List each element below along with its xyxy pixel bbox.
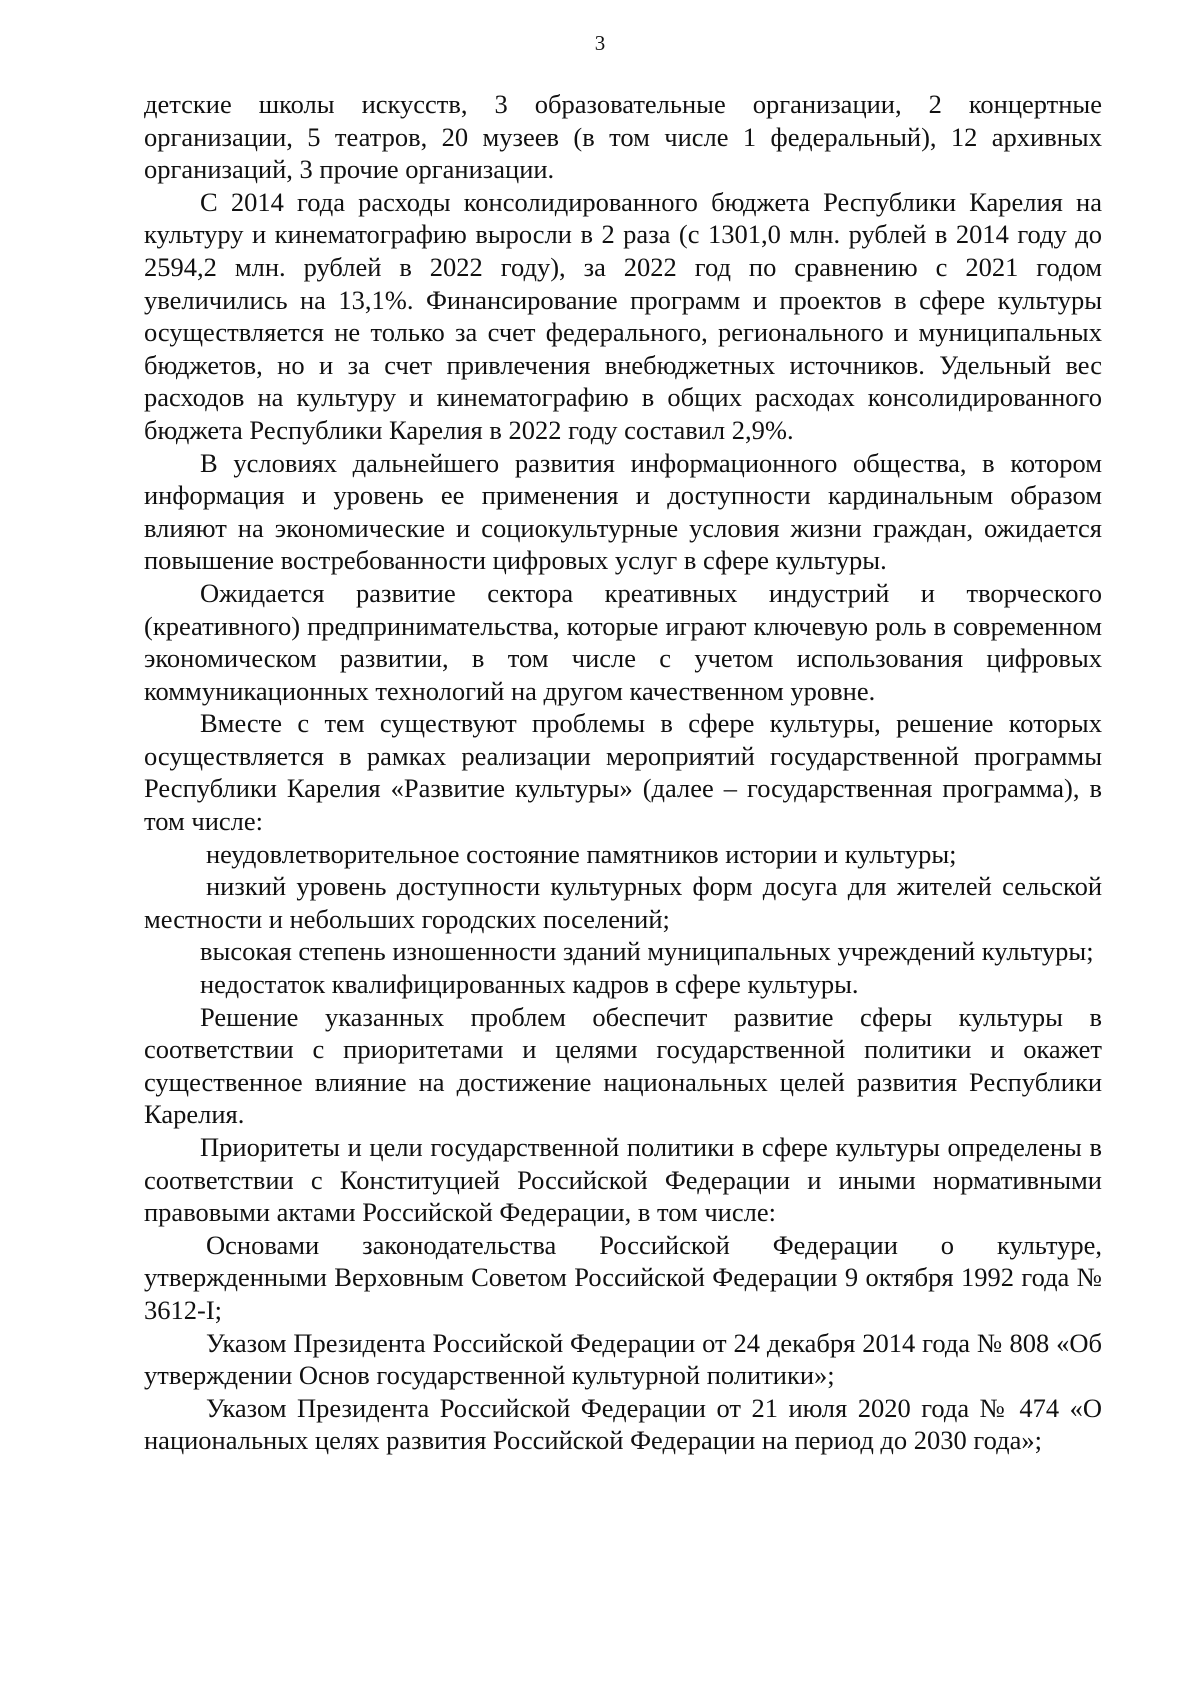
paragraph-problems-intro: Вместе с тем существуют проблемы в сфере культуры, решение которых осуществляется в рамках реализации мероприятий государственной программы Республики Карелия «Развитие культуры» (далее – государственная программа), в том числе: — [144, 708, 1102, 837]
list-item-accessibility: низкий уровень доступности культурных форм досуга для жителей сельской местности и небольших городских поселений; — [144, 871, 1102, 934]
list-item-staff: недостаток квалифицированных кадров в сфере культуры. — [200, 969, 859, 1000]
paragraph-solution: Решение указанных проблем обеспечит развитие сферы культуры в соответствии с приоритетами и целями государственной политики и окажет существенное влияние на достижение национальных целей развития Республики Карелия. — [144, 1001, 1102, 1130]
paragraph-creative-industries: Ожидается развитие сектора креативных индустрий и творческого (креативного) предпринимательства, которые играют ключевую роль в современном экономическом развитии, в том числе с учетом использования цифровых коммуникационных технологий на другом качественном уровне. — [144, 577, 1102, 706]
paragraph-budget-expenses: С 2014 года расходы консолидированного бюджета Республики Карелия на культуру и кинематографию выросли в 2 раза (с 1301,0 млн. рублей в 2014 году до 2594,2 млн. рублей в 2022 году), за 2022 год по сравнению с 2021 годом увеличились на 13,1%. Финансирование программ и проектов в сфере культуры осуществляется не только за счет федерального, регионального и муниципальных бюджетов, но и за счет привлечения внебюджетных источников. Удельный вес расходов на культуру и кинематографию в общих расходах консолидированного бюджета Республики Карелия в 2022 году составил 2,9%. — [144, 186, 1102, 445]
document-body — [144, 88, 1102, 1457]
paragraph-information-society: В условиях дальнейшего развития информационного общества, в котором информация и уровень ее применения и доступности кардинальным образом влияют на экономические и социокультурные условия жизни граждан, ожидается повышение востребованности цифровых услуг в сфере культуры. — [144, 447, 1102, 576]
list-item-decree-808: Указом Президента Российской Федерации от 24 декабря 2014 года № 808 «Об утверждении Основ государственной культурной политики»; — [144, 1327, 1102, 1391]
paragraph-institutions-continued: детские школы искусств, 3 образовательные организации, 2 концертные организации, 5 театров, 20 музеев (в том числе 1 федеральный), 12 архивных организаций, 3 прочие организации. — [144, 89, 1102, 185]
page-number: 3 — [594, 31, 606, 55]
list-item-monuments: неудовлетворительное состояние памятников истории и культуры; — [206, 838, 957, 869]
list-item-buildings: высокая степень изношенности зданий муниципальных учреждений культуры; — [200, 936, 1094, 967]
list-item-decree-474: Указом Президента Российской Федерации от 21 июля 2020 года № 474 «О национальных целях развития Российской Федерации на период до 2030 года»; — [144, 1392, 1102, 1456]
list-item-fundamentals-law: Основами законодательства Российской Федерации о культуре, утвержденными Верховным Советом Российской Федерации 9 октября 1992 года № 3612-I; — [144, 1229, 1102, 1325]
paragraph-priorities: Приоритеты и цели государственной политики в сфере культуры определены в соответствии с Конституцией Российской Федерации и иными нормативными правовыми актами Российской Федерации, в том числе: — [144, 1132, 1102, 1228]
